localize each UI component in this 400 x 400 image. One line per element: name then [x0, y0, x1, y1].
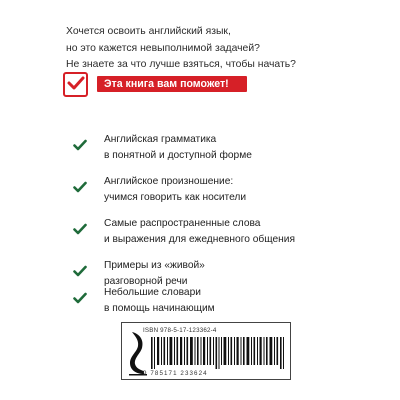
- callout-banner: [97, 76, 247, 92]
- feature-text: [104, 132, 252, 164]
- feature-line-1: Самые распространенные слова: [104, 218, 261, 229]
- check-icon: [73, 181, 87, 193]
- feature-line-1: Примеры из «живой»: [104, 260, 205, 271]
- callout-checkbox: [63, 72, 88, 97]
- isbn-label: ISBN 978-5-17-123362-4: [143, 327, 217, 334]
- feature-text: [104, 285, 215, 317]
- feature-item: [73, 132, 373, 162]
- feature-line-1: Английское произношение:: [104, 176, 234, 187]
- intro-text: [66, 24, 366, 74]
- feature-line-1: Английская грамматика: [104, 134, 217, 145]
- barcode-image: [151, 337, 287, 369]
- feature-line-2: в помощь начинающим: [104, 303, 215, 314]
- feature-line-2: и выражения для ежедневного общения: [104, 234, 295, 245]
- page-margin: [0, 0, 52, 400]
- feature-line-1: Небольшие словари: [104, 287, 201, 298]
- check-icon: [73, 139, 87, 151]
- feature-text: [104, 216, 295, 248]
- callout-text: Эта книга вам поможет!: [104, 78, 229, 90]
- intro-line-1: Хочется освоить английский язык,: [66, 26, 231, 37]
- check-icon: [66, 74, 86, 92]
- feature-line-2: разговорной речи: [104, 276, 188, 287]
- feature-line-2: в понятной и доступной форме: [104, 150, 252, 161]
- feature-item: [73, 216, 373, 246]
- intro-line-3: Не знаете за что лучше взяться, чтобы начать?: [66, 59, 296, 70]
- check-icon: [73, 292, 87, 304]
- check-icon: [73, 223, 87, 235]
- feature-line-2: учимся говорить как носители: [104, 192, 247, 203]
- barcode-digits: 9 785171 233624: [143, 370, 208, 377]
- intro-line-2: но это кажется невыполнимой задачей?: [66, 42, 260, 54]
- check-icon: [73, 265, 87, 277]
- feature-item: [73, 258, 373, 288]
- feature-item: [73, 174, 373, 204]
- feature-text: [104, 174, 246, 206]
